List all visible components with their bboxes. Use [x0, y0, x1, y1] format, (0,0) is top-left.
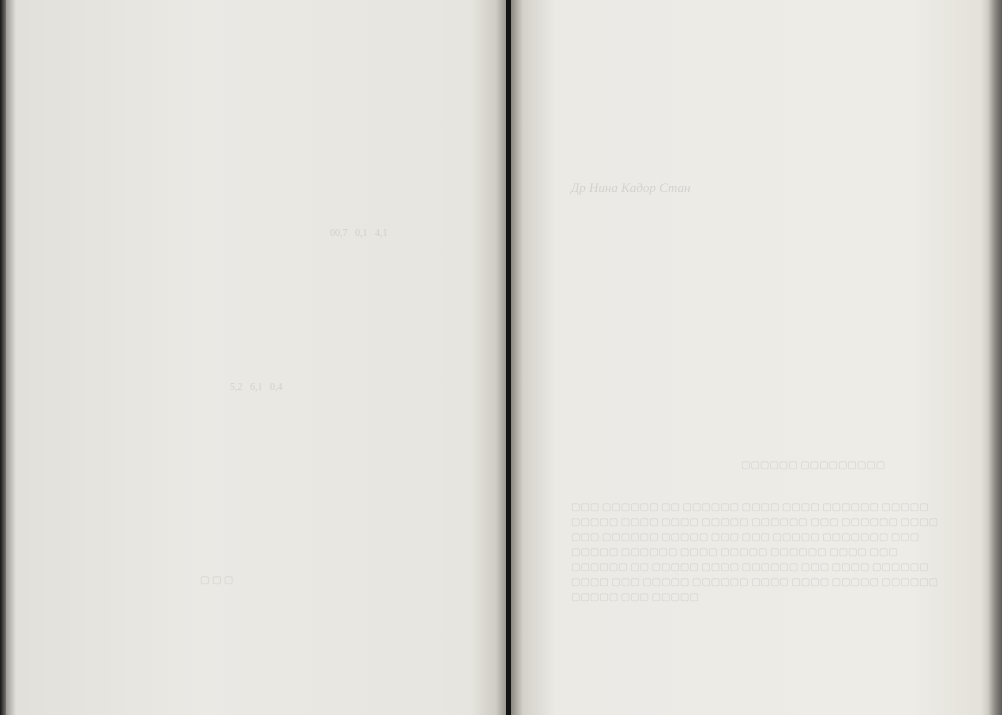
bleed-through-text: Др Нина Кадор Стан [571, 180, 691, 195]
right-page [511, 0, 1002, 715]
bleed-through-text: ▢ ▢ ▢ [200, 575, 234, 586]
bleed-through-text: 5,2 6,1 0,4 [230, 382, 283, 393]
page-edge [988, 0, 1002, 715]
bleed-through-text: 00,7 0,1 4,1 [330, 228, 388, 239]
page-edge [0, 0, 6, 715]
bleed-through-text: ▢▢▢ ▢▢▢▢▢▢ ▢▢ ▢▢▢▢▢▢ ▢▢▢▢ ▢▢▢▢ ▢▢▢▢▢▢ ▢▢▢▢▢ ▢▢▢▢▢ ▢▢▢▢ ▢▢▢▢ ▢▢▢▢▢ ▢▢▢▢▢▢ ▢▢▢ ▢▢▢▢▢▢ ▢▢▢▢ ▢▢▢ ▢▢▢▢▢▢ ▢▢▢▢▢ ▢▢▢ ▢▢▢ ▢▢▢▢▢ ▢▢▢▢▢▢▢ ▢▢▢ ▢▢▢▢▢ ▢▢▢▢▢▢ ▢▢▢▢ ▢▢▢▢▢ ▢▢▢▢▢▢ ▢▢▢▢ ▢▢▢ ▢▢▢▢▢▢ ▢▢ ▢▢▢▢▢ ▢▢▢▢ ▢▢▢▢▢▢ ▢▢▢ ▢▢▢▢ ▢▢▢▢▢▢ ▢▢▢▢ ▢▢▢ ▢▢▢▢▢ ▢▢▢▢▢▢ ▢▢▢▢ ▢▢▢▢ ▢▢▢▢▢ ▢▢▢▢▢▢ ▢▢▢▢▢ ▢▢▢ ▢▢▢▢▢ [571, 502, 939, 603]
bleed-through-text: ▢▢▢▢▢▢ ▢▢▢▢▢▢▢▢▢ [741, 460, 886, 471]
